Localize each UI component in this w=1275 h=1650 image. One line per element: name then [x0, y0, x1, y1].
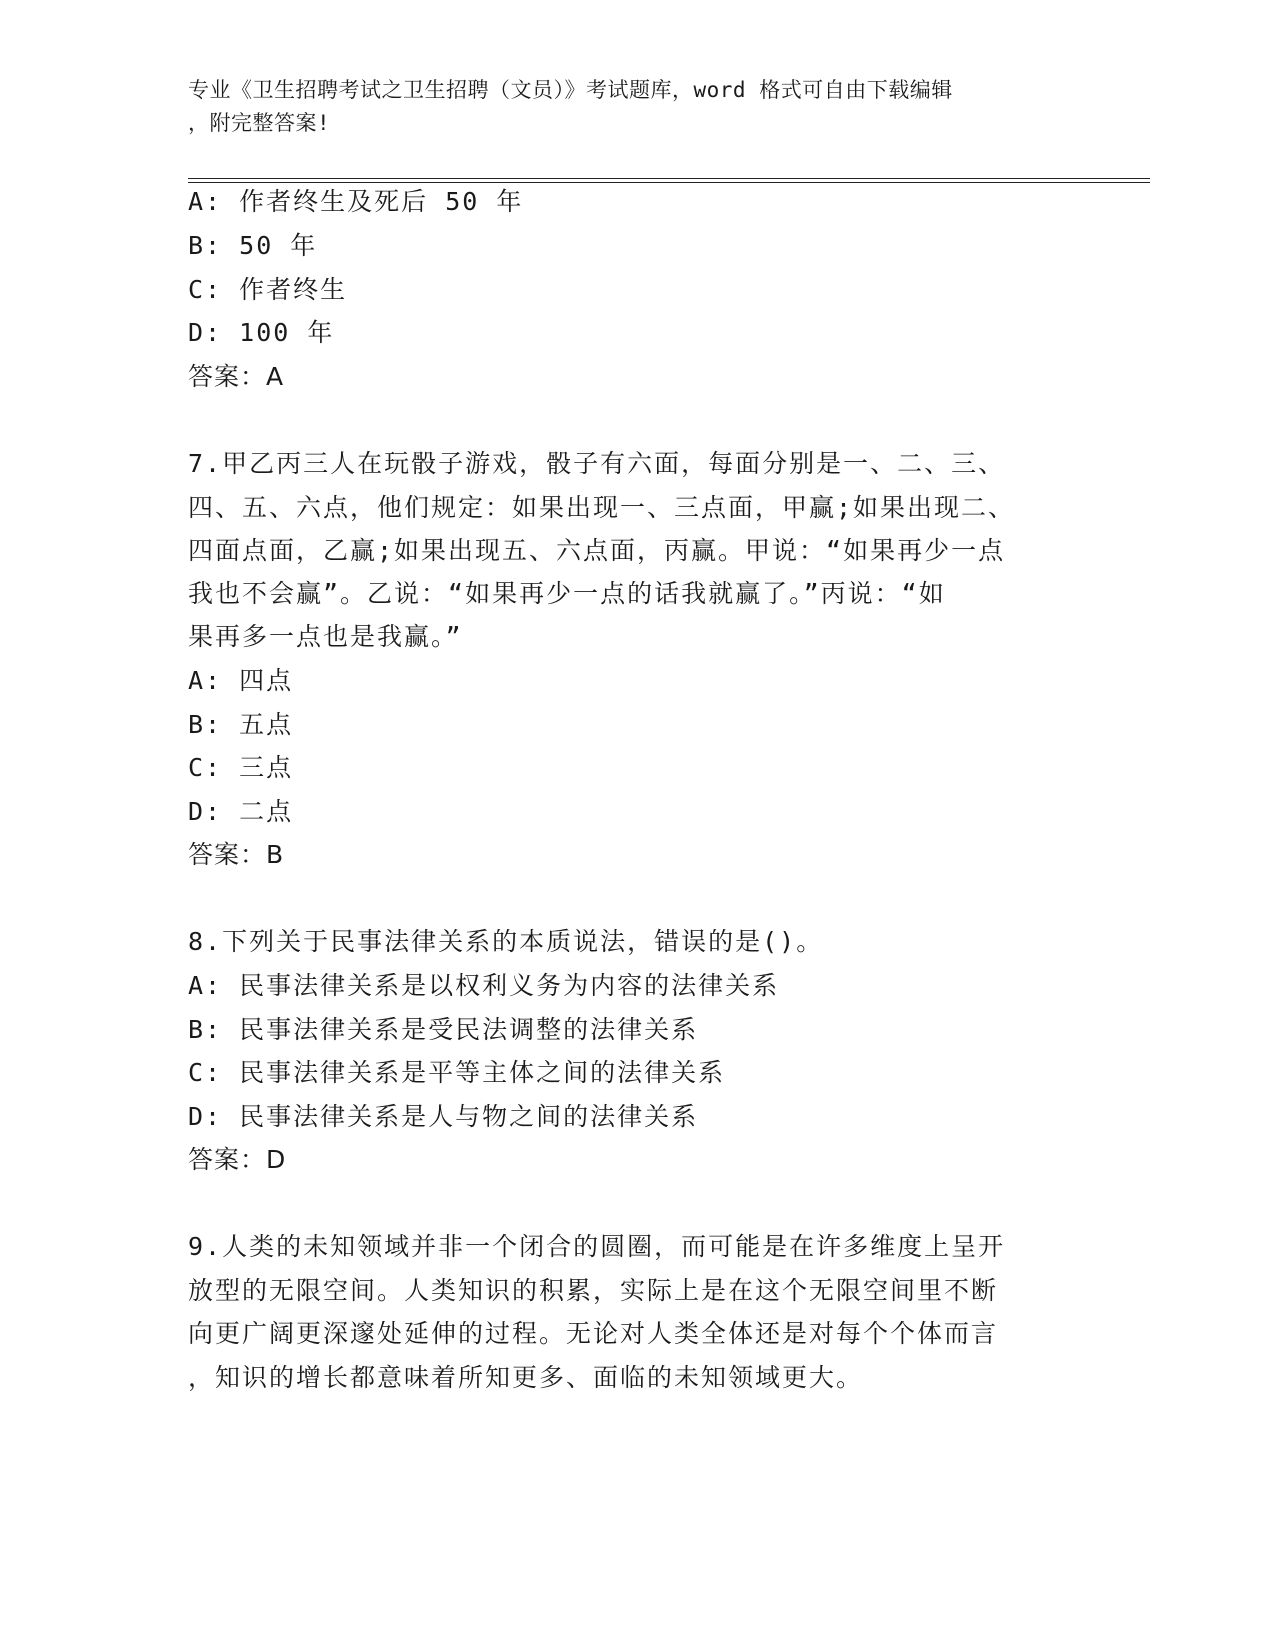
- q7-stem-line-2: 四、五、六点，他们规定：如果出现一、三点面，甲赢;如果出现二、: [188, 493, 1016, 522]
- q6-option-c: C: 作者终生: [188, 275, 348, 304]
- q8-option-c: C: 民事法律关系是平等主体之间的法律关系: [188, 1058, 726, 1087]
- q7-answer: 答案：B: [188, 840, 285, 869]
- q6-option-b: B: 50 年: [188, 231, 318, 260]
- header-line-1: 专业《卫生招聘考试之卫生招聘（文员）》考试题库，word 格式可自由下载编辑: [188, 78, 953, 102]
- q9-stem-line-4: ，知识的增长都意味着所知更多、面临的未知领域更大。: [188, 1363, 864, 1392]
- q7-option-a: A: 四点: [188, 666, 294, 695]
- q7-stem-line-4: 我也不会赢”。乙说：“如果再少一点的话我就赢了。”丙说：“如: [188, 579, 946, 608]
- q9-stem-line-3: 向更广阔更深邃处延伸的过程。无论对人类全体还是对每个个体而言: [188, 1319, 999, 1348]
- q6-answer: 答案：A: [188, 362, 285, 391]
- q8-answer: 答案：D: [188, 1145, 287, 1174]
- header-divider: [188, 178, 1150, 183]
- q7-option-b: B: 五点: [188, 710, 294, 739]
- q8-option-a: A: 民事法律关系是以权利义务为内容的法律关系: [188, 971, 780, 1000]
- q8-stem-line-1: 8.下列关于民事法律关系的本质说法，错误的是()。: [188, 927, 824, 956]
- q7-stem-line-5: 果再多一点也是我赢。”: [188, 622, 463, 651]
- q7-stem-line-1: 7.甲乙丙三人在玩骰子游戏，骰子有六面，每面分别是一、二、三、: [188, 449, 1006, 478]
- q7-option-d: D: 二点: [188, 797, 294, 826]
- q9-stem-line-1: 9.人类的未知领域并非一个闭合的圆圈，而可能是在许多维度上呈开: [188, 1232, 1006, 1261]
- q8-option-b: B: 民事法律关系是受民法调整的法律关系: [188, 1015, 699, 1044]
- q8-option-d: D: 民事法律关系是人与物之间的法律关系: [188, 1102, 699, 1131]
- q7-option-c: C: 三点: [188, 753, 294, 782]
- q7-stem-line-3: 四面点面，乙赢;如果出现五、六点面，丙赢。甲说：“如果再少一点: [188, 536, 1006, 565]
- document-header: [188, 74, 1088, 140]
- q6-option-a: A: 作者终生及死后 50 年: [188, 187, 524, 216]
- q6-option-d: D: 100 年: [188, 318, 335, 347]
- q9-stem-line-2: 放型的无限空间。人类知识的积累，实际上是在这个无限空间里不断: [188, 1276, 999, 1305]
- header-line-2: ，附完整答案!: [188, 111, 331, 135]
